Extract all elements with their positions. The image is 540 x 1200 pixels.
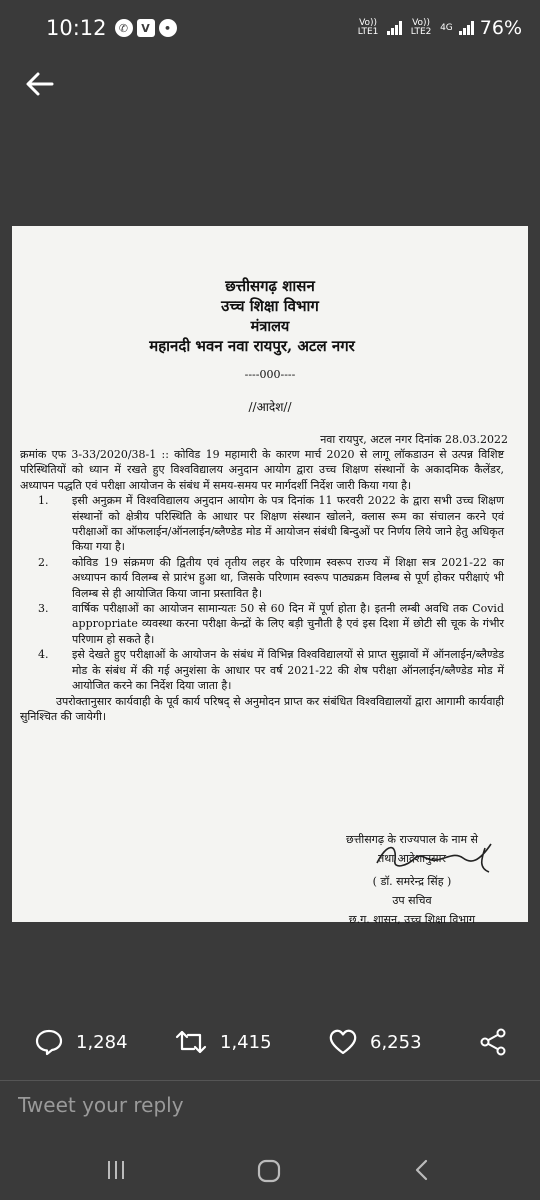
v-app-icon: V (137, 19, 155, 37)
recents-icon[interactable] (104, 1158, 128, 1182)
share-button[interactable] (478, 1027, 508, 1057)
status-bar (0, 0, 540, 56)
tweet-actions (0, 1020, 540, 1064)
home-icon[interactable] (256, 1158, 282, 1184)
status-left (46, 16, 177, 40)
doc-item (38, 555, 504, 601)
sig-line: ( डॉ. समरेन्द्र सिंह ) (372, 875, 452, 888)
back-arrow-icon (22, 66, 58, 102)
handwritten-signature (367, 838, 497, 878)
doc-closing: उपरोक्तानुसार कार्यवाही के पूर्व कार्य परिषद् से अनुमोदन प्राप्त कर संबंधित विश्वविद्यालयों द्वारा आगामी कार्यवाही सुनिश्चित की जायेगी। (20, 694, 504, 723)
sig-line: छत्तीसगढ़ के राज्यपाल के नाम से (346, 833, 478, 846)
doc-item-number: 2. (38, 555, 49, 569)
doc-item-number: 4. (38, 648, 49, 662)
news-app-icon: • (159, 19, 177, 37)
doc-body (20, 447, 504, 724)
nav-back-icon[interactable] (410, 1158, 434, 1182)
like-button[interactable] (328, 1027, 422, 1057)
retweet-icon (174, 1027, 208, 1057)
back-button[interactable] (22, 66, 58, 102)
reply-input[interactable] (16, 1089, 520, 1121)
status-right (355, 17, 522, 39)
doc-item-text: इसी अनुक्रम में विश्वविद्यालय अनुदान आयोग के पत्र दिनांक 11 फरवरी 2022 के द्वारा सभी उच्च शिक्षण संस्थानों को क्षेत्रीय परिस्थिति के आधार पर शिक्षण संस्थान खोलने, क्लास रूम का संचालन करने एवं परीक्षाओं का ऑफलाईन/ऑनलाईन/ब्लैण्डेड मोड में आयोजन संबंधी बिन्दुओं पर निर्णय लिये जाने हेतु अधिकृत किया गया है। (72, 494, 504, 554)
sim2-label: Vo)) LTE2 (410, 18, 432, 37)
heart-icon (328, 1027, 358, 1057)
retweet-button[interactable] (174, 1027, 272, 1057)
doc-item-number: 1. (38, 494, 49, 508)
reply-bar (0, 1080, 540, 1126)
network-type: 4G (440, 22, 453, 33)
doc-item (38, 647, 504, 693)
doc-item-text: वार्षिक परीक्षाओं का आयोजन सामान्यतः 50 से 60 दिन में पूर्ण होता है। इतनी लम्बी अवधि तक Covid appropriate व्यवस्था करना परीक्षा केन्द्रों के लिए बड़ी चुनौती है एवं इस दिशा में छोटी सी चूक के गंभीर परिणाम हो सकते है। (72, 602, 504, 646)
sig-line: उप सचिव (392, 894, 432, 907)
battery-level: 76% (479, 17, 522, 39)
doc-date-line: नवा रायपुर, अटल नगर दिनांक 28.03.2022 (320, 433, 508, 446)
status-time: 10:12 (46, 16, 107, 40)
signal2-icon (459, 21, 474, 35)
retweet-count: 1,415 (220, 1031, 272, 1053)
reply-bubble-icon (34, 1027, 64, 1057)
document-image[interactable] (12, 226, 528, 926)
doc-intro: क्रमांक एफ 3-33/2020/38-1 :: कोविड 19 महामारी के कारण मार्च 2020 से लागू लॉकडाउन से उत्पन्न विशिष्ट परिस्थितियों को ध्यान में रखते हुए विश्वविद्यालय अनुदान आयोग द्वारा उच्च शिक्षण संस्थानों के अकादमिक कैलेंडर, अध्यापन पद्धति एवं परीक्षा आयोजन के संबंध में समय-समय पर मार्गदर्शी निर्देश जारी किया गया है। (20, 448, 504, 492)
doc-order-title: //आदेश// (248, 400, 292, 414)
reply-button[interactable] (34, 1027, 128, 1057)
doc-separator: ----000---- (244, 368, 296, 381)
reply-count: 1,284 (76, 1031, 128, 1053)
doc-item (38, 493, 504, 555)
sig-line: छ.ग. शासन, उच्च शिक्षा विभाग (348, 913, 476, 926)
doc-header-line: महानदी भवन नवा रायपुर, अटल नगर (149, 337, 355, 355)
doc-item (38, 601, 504, 647)
like-count: 6,253 (370, 1031, 422, 1053)
doc-item-text: इसे देखते हुए परीक्षाओं के आयोजन के संबंध में विभिन्न विश्वविद्यालयों से प्राप्त सुझावों में ऑनलाईन/ब्लैण्डेड मोड के संबंध में की गई अनुशंसा के आधार पर वर्ष 2021-22 की शेष परीक्षा ऑनलाईन/ब्लैण्डेड मोड में आयोजित करने का निर्देश दिया जाता है। (72, 648, 504, 693)
doc-item-number: 3. (38, 602, 49, 616)
notification-icons (115, 19, 177, 37)
doc-header-line: मंत्रालय (250, 318, 290, 335)
doc-header-line: छत्तीसगढ़ शासन (225, 277, 315, 295)
doc-item-text: कोविड 19 संक्रमण की द्वितीय एवं तृतीय लहर के परिणाम स्वरूप राज्य में शिक्षा सत्र 2021-22 का अध्यापन कार्य विलम्ब से प्रारंभ हुआ था, जिसके परिणाम स्वरूप पाठ्यक्रम विलम्ब से पूर्ण होकर परीक्षाएं भी विलम्ब से ही आयोजित किया जाना प्रस्तावित है। (72, 555, 504, 600)
signal1-icon (387, 21, 402, 35)
sim1-label: Vo)) LTE1 (357, 18, 379, 37)
share-icon (478, 1027, 508, 1057)
system-nav-bar (0, 1140, 540, 1200)
whatsapp-icon: ✆ (115, 19, 133, 37)
sig-line: तथा आदेशानुसार (378, 852, 446, 865)
doc-header-line: उच्च शिक्षा विभाग (221, 297, 319, 315)
